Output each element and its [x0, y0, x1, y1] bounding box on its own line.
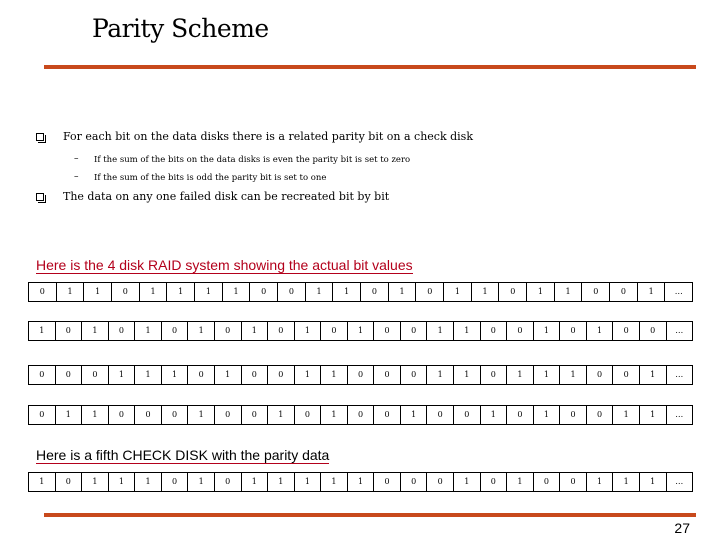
bit-cell: 1	[108, 366, 135, 384]
bit-cell: 1	[55, 406, 82, 424]
bit-cell: 1	[241, 322, 268, 340]
bit-cell: 0	[586, 366, 613, 384]
bit-cell: 1	[506, 366, 533, 384]
bit-cell: 1	[81, 406, 108, 424]
bit-cell: 0	[400, 473, 427, 491]
disk-row	[28, 321, 693, 341]
bit-cell: 1	[426, 366, 453, 384]
check-disk-heading: Here is a fifth CHECK DISK with the parity data	[36, 447, 330, 463]
bit-cell: 1	[453, 473, 480, 491]
bit-cell: 0	[426, 473, 453, 491]
bit-cell: 1	[214, 366, 241, 384]
bit-cell: 1	[426, 322, 453, 340]
bit-cell: …	[666, 322, 693, 340]
bit-cell: 0	[111, 283, 139, 301]
bit-cell: 1	[305, 283, 333, 301]
bit-cell: 1	[443, 283, 471, 301]
bit-cell: 1	[347, 473, 374, 491]
bit-cell: 1	[267, 406, 294, 424]
bit-cell: 1	[586, 322, 613, 340]
bit-cell: 0	[415, 283, 443, 301]
bit-cell: 1	[187, 473, 214, 491]
bottom-divider	[44, 513, 696, 517]
page-number: 27	[674, 520, 690, 536]
bit-cell: 1	[241, 473, 268, 491]
raid-heading: Here is the 4 disk RAID system showing the actual bit values	[36, 257, 413, 273]
bullet-marker-icon	[36, 193, 44, 201]
bit-cell: 1	[639, 473, 666, 491]
bit-cell: 1	[294, 322, 321, 340]
bit-cell: …	[666, 366, 693, 384]
bit-cell: 0	[400, 366, 427, 384]
bit-cell: 0	[373, 366, 400, 384]
bit-cell: 1	[161, 366, 188, 384]
bit-cell: 0	[480, 473, 507, 491]
bit-cell: 0	[559, 473, 586, 491]
bit-cell: 1	[166, 283, 194, 301]
bit-cell: 1	[526, 283, 554, 301]
bit-cell: 0	[161, 406, 188, 424]
bit-cell: 1	[533, 322, 560, 340]
bit-cell: 0	[480, 366, 507, 384]
bullet-marker-icon	[36, 133, 44, 141]
bit-cell: 1	[139, 283, 167, 301]
bit-cell: 0	[400, 322, 427, 340]
bit-cell: 0	[453, 406, 480, 424]
bit-cell: 0	[506, 406, 533, 424]
bit-cell: 1	[56, 283, 84, 301]
bit-cell: 0	[498, 283, 526, 301]
bit-cell: 0	[506, 322, 533, 340]
sub-bullet-text: If the sum of the bits is odd the parity bit is set to one	[94, 173, 327, 183]
bit-cell: 0	[134, 406, 161, 424]
bit-cell: 0	[28, 366, 55, 384]
bit-cell: 0	[320, 322, 347, 340]
bit-cell: 1	[134, 322, 161, 340]
disk-row	[28, 282, 693, 302]
bit-cell: 1	[480, 406, 507, 424]
sub-bullet-dash: –	[74, 154, 79, 164]
bit-cell: 0	[55, 322, 82, 340]
bit-cell: 1	[134, 473, 161, 491]
bit-cell: 1	[471, 283, 499, 301]
bit-cell: …	[664, 283, 692, 301]
bit-cell: 1	[81, 473, 108, 491]
bit-cell: 0	[559, 406, 586, 424]
bit-cell: 0	[161, 322, 188, 340]
bit-cell: 0	[249, 283, 277, 301]
bit-cell: 1	[294, 366, 321, 384]
bit-cell: 0	[639, 322, 666, 340]
page-title: Parity Scheme	[92, 14, 269, 43]
bit-cell: 1	[267, 473, 294, 491]
bit-cell: 1	[453, 366, 480, 384]
bit-cell: 1	[294, 473, 321, 491]
check-disk-row	[28, 472, 693, 492]
bit-cell: 1	[533, 406, 560, 424]
bit-cell: 0	[612, 366, 639, 384]
bit-cell: 1	[506, 473, 533, 491]
sub-bullet-text: If the sum of the bits on the data disks is even the parity bit is set to zero	[94, 155, 411, 165]
bit-cell: 0	[581, 283, 609, 301]
bit-cell: 1	[187, 322, 214, 340]
bit-cell: 1	[612, 473, 639, 491]
bit-cell: 1	[612, 406, 639, 424]
bit-cell: 1	[533, 366, 560, 384]
bit-cell: 0	[373, 322, 400, 340]
disk-row	[28, 405, 693, 425]
bit-cell: 0	[81, 366, 108, 384]
bit-cell: 1	[187, 406, 214, 424]
bit-cell: 0	[609, 283, 637, 301]
bit-cell: 0	[108, 406, 135, 424]
bit-cell: …	[666, 406, 693, 424]
bit-cell: 1	[637, 283, 665, 301]
bit-cell: 1	[559, 366, 586, 384]
bit-cell: 0	[28, 283, 56, 301]
bit-cell: 0	[187, 366, 214, 384]
bit-cell: 1	[639, 406, 666, 424]
bit-cell: 1	[134, 366, 161, 384]
bit-cell: 1	[194, 283, 222, 301]
disk-row	[28, 365, 693, 385]
bit-cell: 1	[554, 283, 582, 301]
bit-cell: 0	[28, 406, 55, 424]
bit-cell: 1	[586, 473, 613, 491]
bit-cell: 0	[347, 366, 374, 384]
top-divider	[44, 65, 696, 69]
bit-cell: 1	[453, 322, 480, 340]
bit-cell: 0	[586, 406, 613, 424]
bit-cell: 0	[214, 473, 241, 491]
bullet-text: For each bit on the data disks there is a related parity bit on a check disk	[63, 130, 473, 143]
bit-cell: 1	[320, 366, 347, 384]
bit-cell: 1	[400, 406, 427, 424]
bit-cell: 0	[161, 473, 188, 491]
bit-cell: 0	[214, 406, 241, 424]
bit-cell: 0	[559, 322, 586, 340]
bit-cell: 1	[83, 283, 111, 301]
bit-cell: 1	[388, 283, 416, 301]
bit-cell: 1	[222, 283, 250, 301]
bit-cell: …	[666, 473, 693, 491]
bit-cell: 1	[320, 406, 347, 424]
bit-cell: 0	[347, 406, 374, 424]
bit-cell: 1	[28, 473, 55, 491]
bit-cell: 0	[267, 366, 294, 384]
bit-cell: 0	[241, 366, 268, 384]
bit-cell: 0	[214, 322, 241, 340]
bit-cell: 0	[55, 366, 82, 384]
bit-cell: 0	[426, 406, 453, 424]
bit-cell: 0	[267, 322, 294, 340]
bit-cell: 0	[612, 322, 639, 340]
bit-cell: 1	[639, 366, 666, 384]
bit-cell: 1	[347, 322, 374, 340]
bit-cell: 0	[480, 322, 507, 340]
bit-cell: 1	[108, 473, 135, 491]
bit-cell: 0	[108, 322, 135, 340]
bit-cell: 0	[277, 283, 305, 301]
bit-cell: 1	[28, 322, 55, 340]
bit-cell: 0	[360, 283, 388, 301]
bullet-text: The data on any one failed disk can be recreated bit by bit	[63, 190, 390, 203]
sub-bullet-dash: –	[74, 172, 79, 182]
bit-cell: 0	[373, 406, 400, 424]
bit-cell: 0	[55, 473, 82, 491]
bit-cell: 1	[320, 473, 347, 491]
bit-cell: 0	[533, 473, 560, 491]
bit-cell: 0	[373, 473, 400, 491]
bit-cell: 1	[332, 283, 360, 301]
bit-cell: 0	[241, 406, 268, 424]
bit-cell: 0	[294, 406, 321, 424]
bit-cell: 1	[81, 322, 108, 340]
